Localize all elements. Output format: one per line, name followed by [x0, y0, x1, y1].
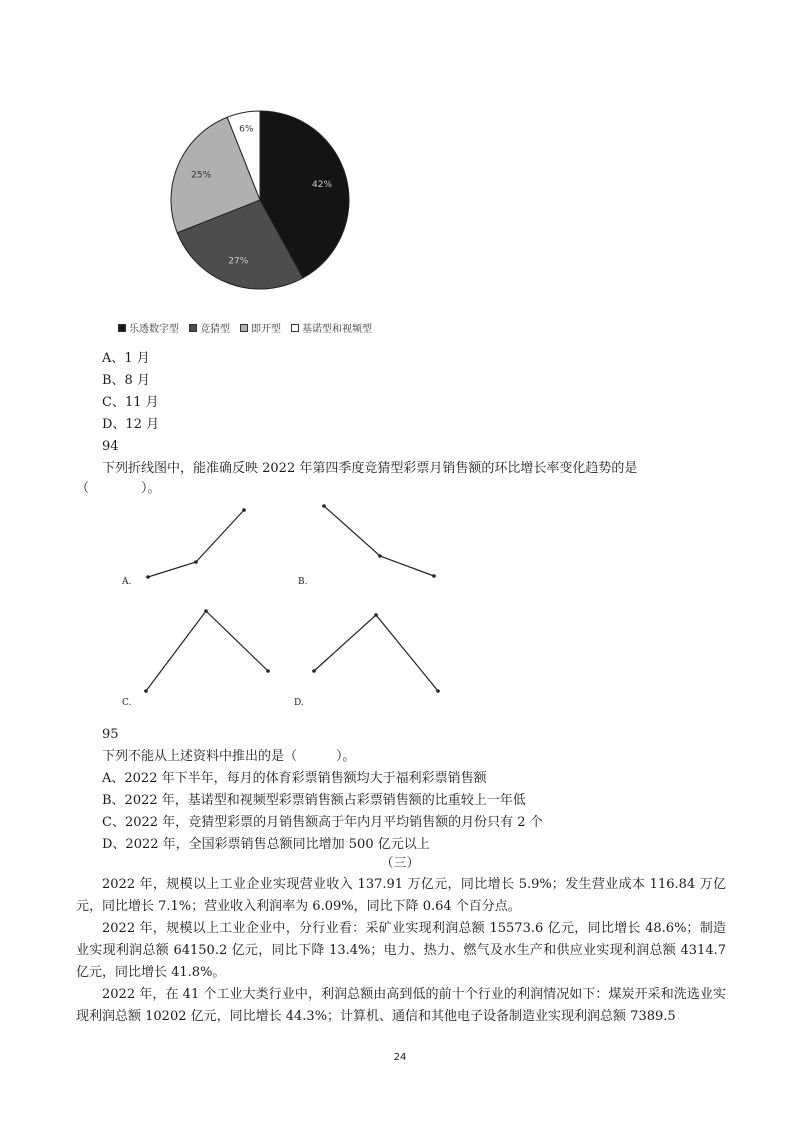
pie-label-lotto: 42%	[312, 180, 333, 191]
q94-graph-c-point	[144, 689, 148, 693]
q94-graph-d-label: D.	[294, 698, 304, 708]
pie-legend	[118, 320, 372, 335]
q95-option-c[interactable]: C、2022 年，竞猜型彩票的月销售额高于年内月平均销售额的月份只有 2 个	[102, 815, 543, 830]
legend-swatch-quiz	[189, 324, 197, 332]
section3-paragraph-1: 2022 年，规模以上工业企业实现营业收入 137.91 万亿元，同比增长 5.9%；发生营业成本 116.84 万亿元，同比增长 7.1%；营业收入利润率为 6.09%，同比下降 0.64 个百分点。	[76, 877, 726, 914]
legend-item-quiz	[189, 320, 230, 335]
legend-label-keno: 基诺型和视频型	[302, 324, 372, 335]
q94-graph-d-point	[436, 689, 440, 693]
q94-graph-c-label: C.	[122, 698, 132, 708]
legend-item-keno	[291, 320, 372, 335]
q94-graph-b[interactable]	[292, 502, 452, 592]
q95-number: 95	[102, 727, 119, 742]
legend-swatch-instant	[240, 324, 248, 332]
q94-question-blank: （ ）。	[76, 481, 161, 496]
q94-number: 94	[102, 439, 119, 454]
section3-heading: （三）	[380, 856, 420, 871]
q94-graph-a-point	[194, 560, 198, 564]
section3-paragraph-3: 2022 年，在 41 个工业大类行业中，利润总额由高到低的前十个行业的利润情况如下：煤炭开采和洗选业实现利润总额 10202 亿元，同比增长 44.3%；计算机、通信和其他电子设备制造业实现利润总额 7389.5	[76, 987, 726, 1024]
q93-option-c[interactable]: C、11 月	[102, 395, 159, 410]
q94-graph-a-line	[148, 510, 244, 577]
q94-graph-d-point	[374, 613, 378, 617]
legend-swatch-lotto	[118, 324, 126, 332]
q94-graph-b-point	[432, 574, 436, 578]
legend-label-instant: 即开型	[251, 324, 281, 335]
pie-chart	[160, 105, 360, 300]
q95-question: 下列不能从上述资料中推出的是（ ）。	[102, 749, 356, 764]
q94-graph-c-point	[204, 609, 208, 613]
section3-paragraph-2: 2022 年，规模以上工业企业中，分行业看：采矿业实现利润总额 15573.6 亿元，同比增长 48.6%；制造业实现利润总额 64150.2 亿元，同比下降 13.4%；电力、热力、燃气及水生产和供应业实现利润总额 4314.7 亿元，同比增长 41.8%。	[76, 921, 726, 980]
q94-graph-d[interactable]	[292, 605, 452, 710]
q95-option-a[interactable]: A、2022 年下半年，每月的体育彩票销售额均大于福利彩票销售额	[102, 771, 487, 786]
page-number: 24	[393, 1052, 407, 1063]
q94-graph-a[interactable]	[118, 502, 268, 592]
q94-question: 下列折线图中，能准确反映 2022 年第四季度竞猜型彩票月销售额的环比增长率变化趋势的是	[102, 461, 638, 476]
q94-graph-b-point	[378, 554, 382, 558]
q94-graph-b-line	[324, 506, 434, 576]
q95-option-d[interactable]: D、2022 年，全国彩票销售总额同比增加 500 亿元以上	[102, 837, 430, 852]
legend-label-lotto: 乐透数字型	[129, 324, 179, 335]
q94-graph-d-point	[312, 669, 316, 673]
legend-swatch-keno	[291, 324, 299, 332]
q93-option-d[interactable]: D、12 月	[102, 417, 160, 432]
pie-label-quiz: 27%	[228, 256, 249, 267]
pie-label-instant: 25%	[191, 170, 212, 181]
q95-option-b[interactable]: B、2022 年，基诺型和视频型彩票销售额占彩票销售额的比重较上一年低	[102, 793, 526, 808]
q94-graph-c-line	[146, 611, 268, 691]
legend-item-instant	[240, 320, 281, 335]
legend-label-quiz: 竞猜型	[200, 324, 230, 335]
q94-graph-b-label: B.	[298, 577, 308, 587]
q93-option-b[interactable]: B、8 月	[102, 373, 150, 388]
q94-graph-c-point	[266, 669, 270, 673]
pie-label-keno: 6%	[239, 124, 254, 135]
q94-graph-c[interactable]	[118, 605, 278, 710]
legend-item-lotto	[118, 320, 179, 335]
q94-graph-a-point	[242, 508, 246, 512]
q94-graph-b-point	[322, 504, 326, 508]
q94-graph-a-label: A.	[122, 577, 132, 587]
q94-graph-d-line	[314, 615, 438, 691]
q94-graph-a-point	[146, 575, 150, 579]
q93-option-a[interactable]: A、1 月	[102, 351, 150, 366]
